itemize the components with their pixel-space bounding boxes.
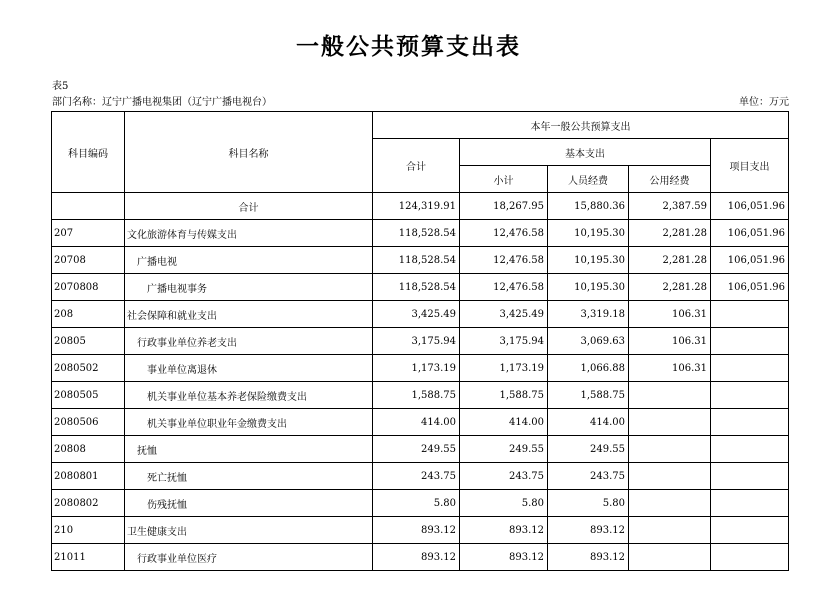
cell-project: 106,051.96 — [711, 220, 789, 247]
cell-name: 抚恤 — [125, 436, 373, 463]
table-row — [52, 193, 789, 220]
cell-subtotal: 893.12 — [460, 517, 548, 544]
table-row — [52, 436, 789, 463]
cell-public — [629, 382, 711, 409]
cell-name: 卫生健康支出 — [125, 517, 373, 544]
cell-total: 243.75 — [373, 463, 460, 490]
cell-project — [711, 355, 789, 382]
table-row — [52, 490, 789, 517]
cell-personnel: 3,319.18 — [548, 301, 629, 328]
cell-code: 20708 — [52, 247, 125, 274]
cell-project — [711, 436, 789, 463]
cell-subtotal: 243.75 — [460, 463, 548, 490]
cell-project: 106,051.96 — [711, 247, 789, 274]
cell-total: 118,528.54 — [373, 220, 460, 247]
cell-subtotal: 5.80 — [460, 490, 548, 517]
table-number: 表5 — [52, 81, 69, 92]
cell-public: 2,281.28 — [629, 220, 711, 247]
cell-public — [629, 517, 711, 544]
table-row — [52, 301, 789, 328]
cell-subtotal: 414.00 — [460, 409, 548, 436]
cell-total: 893.12 — [373, 544, 460, 571]
cell-code: 20808 — [52, 436, 125, 463]
cell-subtotal: 893.12 — [460, 544, 548, 571]
cell-project — [711, 409, 789, 436]
cell-project — [711, 382, 789, 409]
cell-total: 3,425.49 — [373, 301, 460, 328]
cell-name: 行政事业单位养老支出 — [125, 328, 373, 355]
cell-personnel: 893.12 — [548, 517, 629, 544]
cell-personnel: 414.00 — [548, 409, 629, 436]
cell-public — [629, 490, 711, 517]
cell-personnel: 3,069.63 — [548, 328, 629, 355]
cell-project — [711, 301, 789, 328]
cell-public — [629, 409, 711, 436]
cell-total: 414.00 — [373, 409, 460, 436]
cell-project — [711, 517, 789, 544]
cell-name: 广播电视事务 — [125, 274, 373, 301]
cell-personnel: 10,195.30 — [548, 274, 629, 301]
cell-subtotal: 3,175.94 — [460, 328, 548, 355]
cell-subtotal: 1,173.19 — [460, 355, 548, 382]
cell-name: 社会保障和就业支出 — [125, 301, 373, 328]
cell-code: 2070808 — [52, 274, 125, 301]
header-total: 合计 — [373, 139, 460, 193]
cell-public: 2,281.28 — [629, 247, 711, 274]
cell-public: 106.31 — [629, 301, 711, 328]
cell-personnel: 893.12 — [548, 544, 629, 571]
page-title: 一般公共预算支出表 — [296, 34, 521, 60]
cell-subtotal: 18,267.95 — [460, 193, 548, 220]
cell-total: 893.12 — [373, 517, 460, 544]
cell-public: 106.31 — [629, 328, 711, 355]
cell-name: 机关事业单位基本养老保险缴费支出 — [125, 382, 373, 409]
table-row — [52, 355, 789, 382]
cell-total: 249.55 — [373, 436, 460, 463]
header-personnel: 人员经费 — [548, 166, 629, 193]
cell-project — [711, 463, 789, 490]
cell-personnel: 10,195.30 — [548, 220, 629, 247]
budget-table — [51, 111, 789, 571]
header-code: 科目编码 — [52, 112, 125, 193]
cell-project — [711, 328, 789, 355]
header-project: 项目支出 — [711, 139, 789, 193]
cell-subtotal: 249.55 — [460, 436, 548, 463]
cell-total: 118,528.54 — [373, 274, 460, 301]
cell-project — [711, 544, 789, 571]
cell-subtotal: 12,476.58 — [460, 247, 548, 274]
cell-subtotal: 12,476.58 — [460, 274, 548, 301]
cell-name: 机关事业单位职业年金缴费支出 — [125, 409, 373, 436]
table-row — [52, 463, 789, 490]
cell-code: 2080801 — [52, 463, 125, 490]
cell-personnel: 249.55 — [548, 436, 629, 463]
cell-subtotal: 1,588.75 — [460, 382, 548, 409]
cell-personnel: 10,195.30 — [548, 247, 629, 274]
cell-code: 20805 — [52, 328, 125, 355]
cell-name: 合计 — [125, 193, 373, 220]
cell-name: 事业单位离退休 — [125, 355, 373, 382]
cell-code: 2080505 — [52, 382, 125, 409]
department-name: 部门名称：辽宁广播电视集团（辽宁广播电视台） — [52, 97, 272, 108]
cell-project: 106,051.96 — [711, 193, 789, 220]
cell-personnel: 243.75 — [548, 463, 629, 490]
cell-code — [52, 193, 125, 220]
cell-personnel: 1,066.88 — [548, 355, 629, 382]
cell-public: 2,281.28 — [629, 274, 711, 301]
header-public: 公用经费 — [629, 166, 711, 193]
table-row — [52, 328, 789, 355]
header-group: 本年一般公共预算支出 — [373, 112, 789, 139]
cell-project: 106,051.96 — [711, 274, 789, 301]
cell-code: 2080802 — [52, 490, 125, 517]
cell-total: 1,173.19 — [373, 355, 460, 382]
table-row — [52, 382, 789, 409]
unit-label: 单位：万元 — [739, 97, 789, 108]
cell-public — [629, 463, 711, 490]
table-row — [52, 220, 789, 247]
cell-code: 208 — [52, 301, 125, 328]
header-subtotal: 小计 — [460, 166, 548, 193]
cell-public: 2,387.59 — [629, 193, 711, 220]
header-basic: 基本支出 — [460, 139, 711, 166]
cell-public: 106.31 — [629, 355, 711, 382]
cell-code: 210 — [52, 517, 125, 544]
cell-total: 1,588.75 — [373, 382, 460, 409]
cell-name: 死亡抚恤 — [125, 463, 373, 490]
cell-total: 118,528.54 — [373, 247, 460, 274]
cell-code: 2080502 — [52, 355, 125, 382]
cell-name: 广播电视 — [125, 247, 373, 274]
cell-project — [711, 490, 789, 517]
table-row — [52, 517, 789, 544]
cell-public — [629, 544, 711, 571]
cell-subtotal: 3,425.49 — [460, 301, 548, 328]
table-row — [52, 544, 789, 571]
cell-subtotal: 12,476.58 — [460, 220, 548, 247]
cell-code: 21011 — [52, 544, 125, 571]
cell-total: 124,319.91 — [373, 193, 460, 220]
table-row — [52, 274, 789, 301]
cell-name: 行政事业单位医疗 — [125, 544, 373, 571]
cell-name: 伤残抚恤 — [125, 490, 373, 517]
header-name: 科目名称 — [125, 112, 373, 193]
cell-personnel: 5.80 — [548, 490, 629, 517]
cell-code: 207 — [52, 220, 125, 247]
cell-personnel: 15,880.36 — [548, 193, 629, 220]
table-row — [52, 247, 789, 274]
cell-name: 文化旅游体育与传媒支出 — [125, 220, 373, 247]
cell-total: 3,175.94 — [373, 328, 460, 355]
cell-code: 2080506 — [52, 409, 125, 436]
cell-public — [629, 436, 711, 463]
table-row — [52, 409, 789, 436]
cell-total: 5.80 — [373, 490, 460, 517]
cell-personnel: 1,588.75 — [548, 382, 629, 409]
